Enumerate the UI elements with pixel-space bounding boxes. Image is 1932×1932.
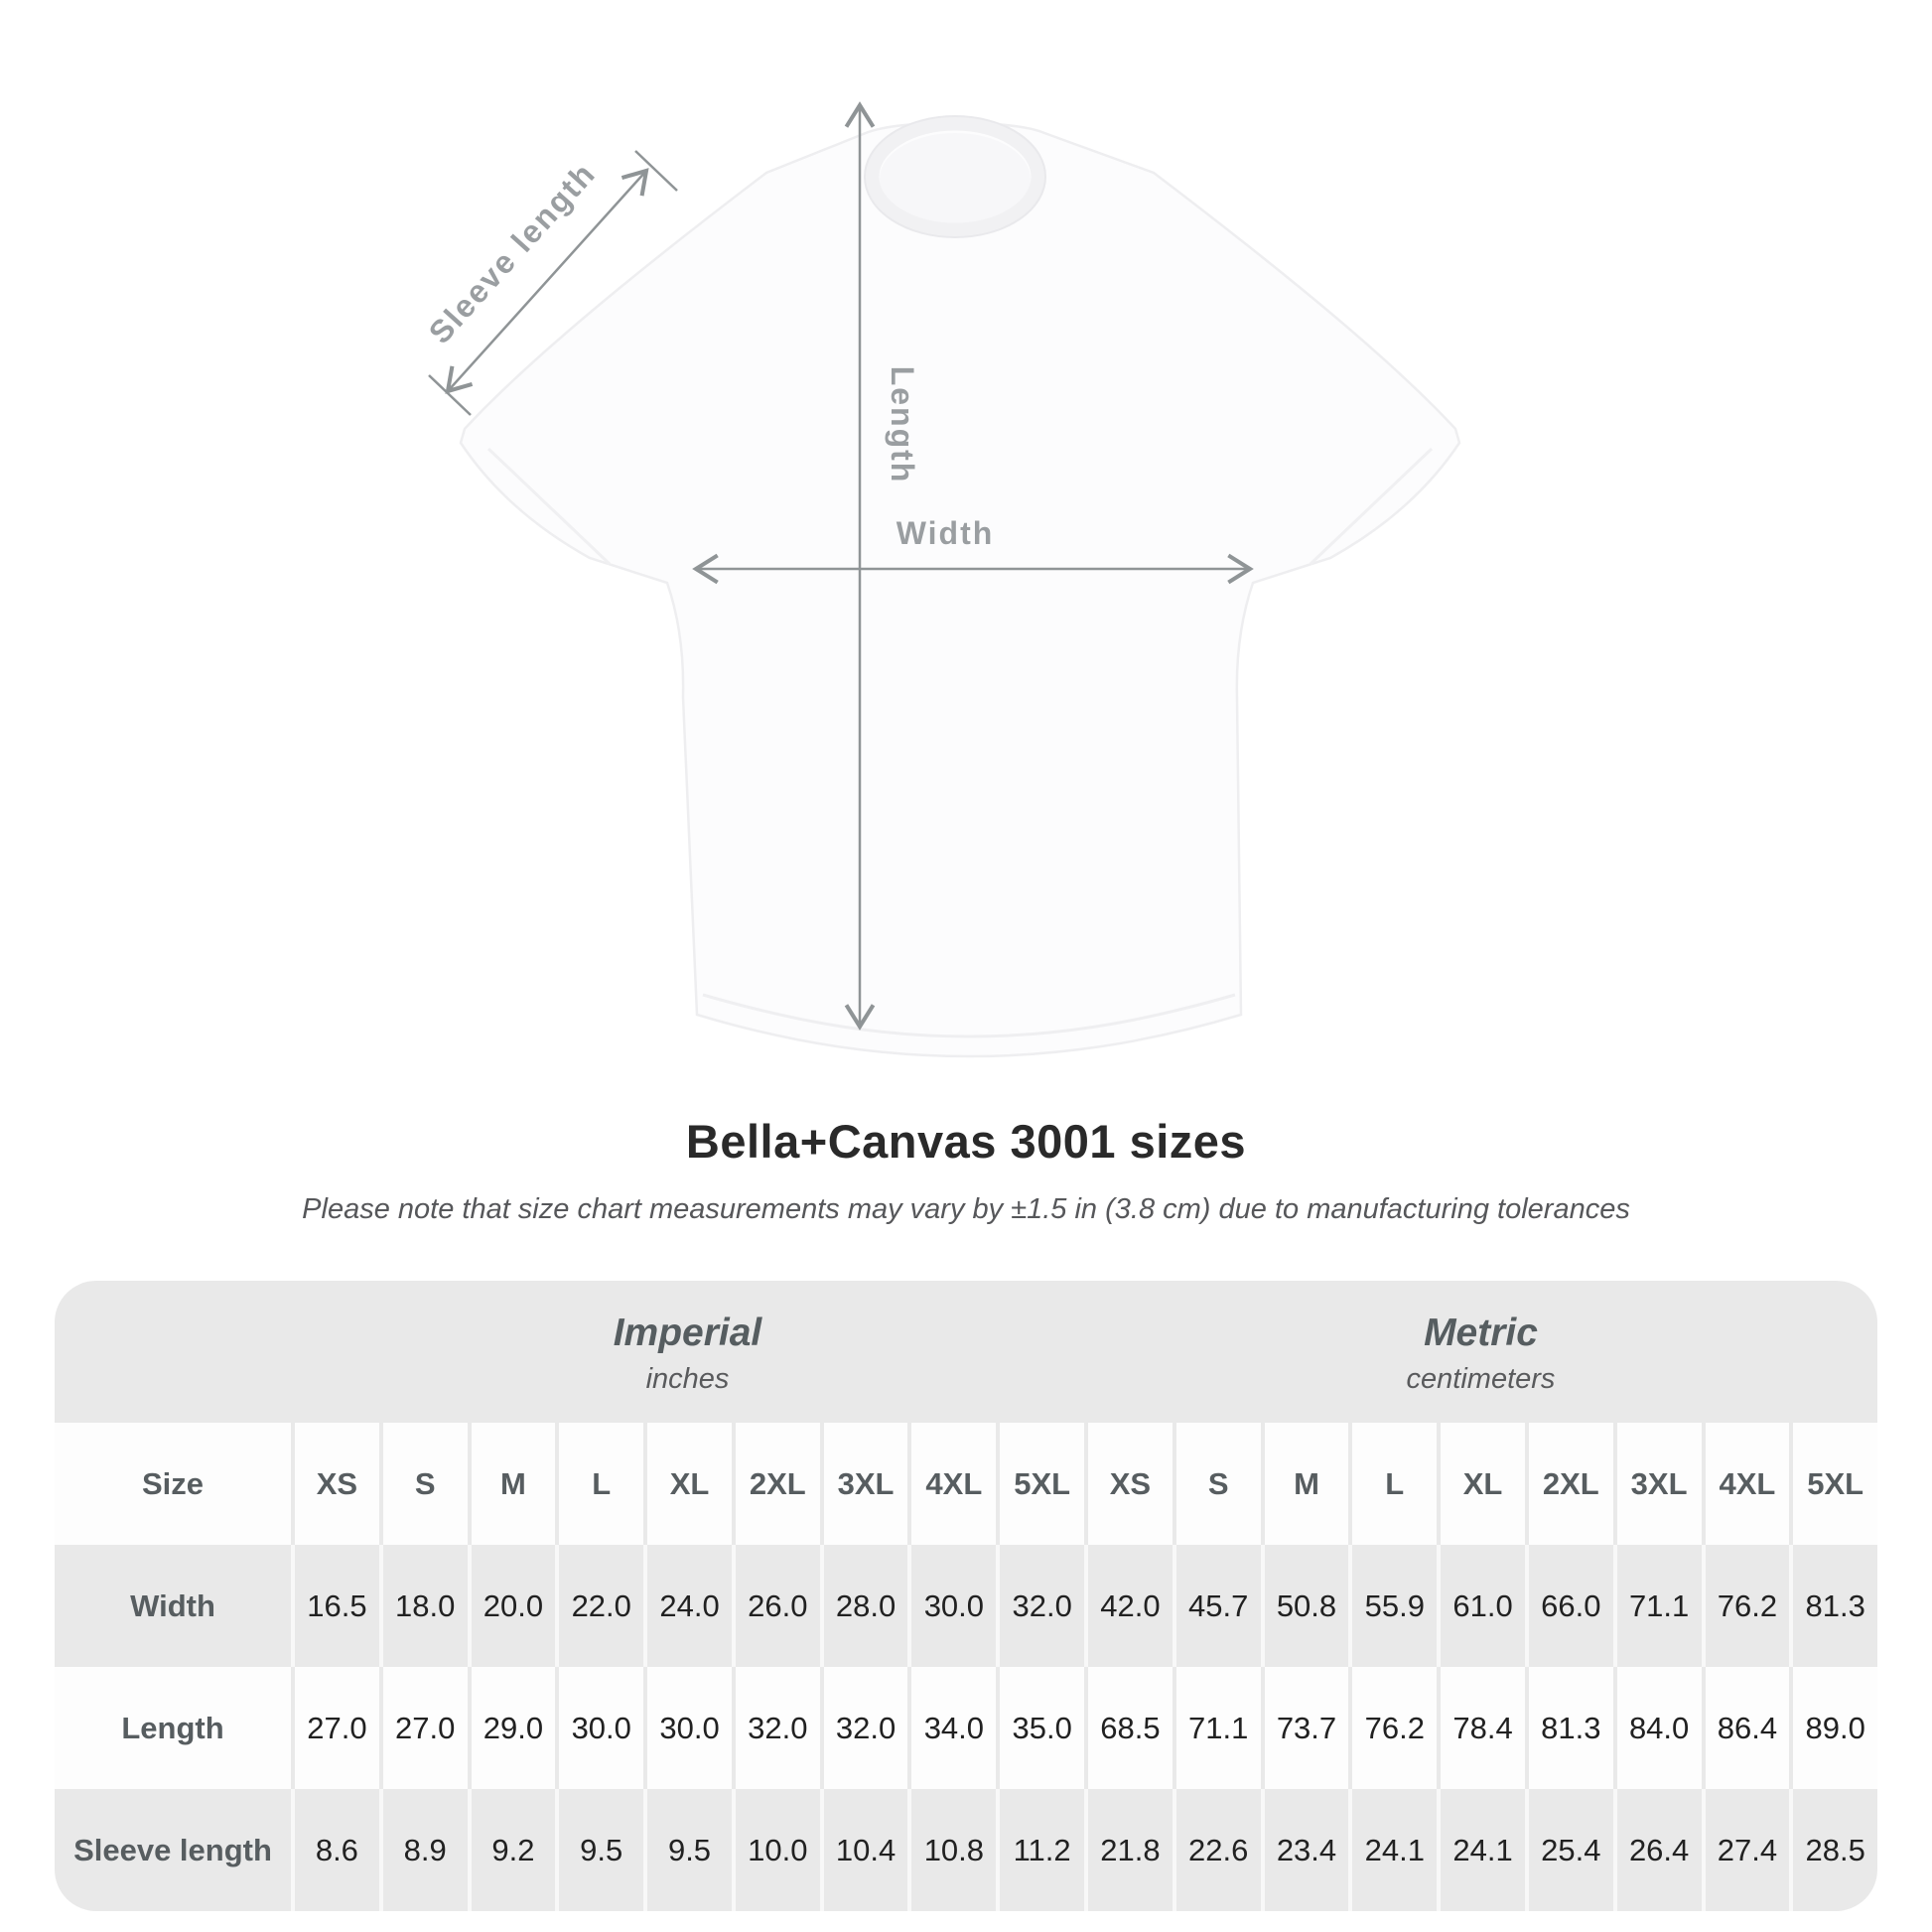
value-cell: 30.0 (643, 1667, 732, 1789)
value-cell: 22.0 (555, 1545, 643, 1667)
value-cell: 30.0 (555, 1667, 643, 1789)
value-cell: 9.5 (555, 1789, 643, 1911)
value-cell: 73.7 (1261, 1667, 1349, 1789)
value-cell: 20.0 (468, 1545, 556, 1667)
value-cell: 32.0 (996, 1545, 1084, 1667)
measurement-row (55, 1667, 1877, 1789)
tshirt-body (461, 123, 1459, 1057)
size-header-cell: M (468, 1423, 556, 1545)
tolerance-note: Please note that size chart measurements may vary by ±1.5 in (3.8 cm) due to manufacturing tolerances (302, 1193, 1630, 1225)
size-chart-table (55, 1281, 1877, 1911)
value-cell: 10.4 (820, 1789, 908, 1911)
imperial-title: Imperial (613, 1311, 762, 1355)
value-cell: 21.8 (1084, 1789, 1173, 1911)
value-cell: 22.6 (1173, 1789, 1261, 1911)
size-header-cell: M (1261, 1423, 1349, 1545)
value-cell: 24.1 (1348, 1789, 1437, 1911)
value-cell: 27.4 (1702, 1789, 1790, 1911)
row-label: Width (130, 1587, 215, 1623)
value-cell: 66.0 (1525, 1545, 1613, 1667)
value-cell: 50.8 (1261, 1545, 1349, 1667)
metric-title: Metric (1424, 1311, 1538, 1355)
value-cell: 55.9 (1348, 1545, 1437, 1667)
size-header-cell: XL (1437, 1423, 1525, 1545)
size-header-cell: 2XL (1525, 1423, 1613, 1545)
measurement-row (55, 1545, 1877, 1667)
value-cell: 28.0 (820, 1545, 908, 1667)
value-cell: 24.0 (643, 1545, 732, 1667)
unit-row-spacer (55, 1281, 291, 1423)
value-cell: 34.0 (907, 1667, 996, 1789)
value-cell: 68.5 (1084, 1667, 1173, 1789)
metric-unit: centimeters (1406, 1362, 1556, 1395)
value-cell: 29.0 (468, 1667, 556, 1789)
value-cell: 9.5 (643, 1789, 732, 1911)
value-cell: 35.0 (996, 1667, 1084, 1789)
imperial-unit: inches (645, 1362, 730, 1395)
size-header-cell: 5XL (996, 1423, 1084, 1545)
value-cell: 24.1 (1437, 1789, 1525, 1911)
value-cell: 76.2 (1348, 1667, 1437, 1789)
imperial-group-header (291, 1281, 1084, 1423)
row-label: Length (121, 1710, 224, 1745)
value-cell: 8.6 (291, 1789, 379, 1911)
width-label: Width (896, 515, 995, 551)
size-header-cell: XS (1084, 1423, 1173, 1545)
value-cell: 27.0 (379, 1667, 468, 1789)
tshirt-illustration (461, 116, 1459, 1056)
value-cell: 32.0 (732, 1667, 820, 1789)
row-label: Sleeve length (73, 1832, 272, 1867)
value-cell: 89.0 (1789, 1667, 1877, 1789)
value-cell: 9.2 (468, 1789, 556, 1911)
measurement-row (55, 1789, 1877, 1911)
value-cell: 71.1 (1173, 1667, 1261, 1789)
length-label: Length (885, 365, 920, 484)
value-cell: 23.4 (1261, 1789, 1349, 1911)
value-cell: 86.4 (1702, 1667, 1790, 1789)
size-header-cell: XL (643, 1423, 732, 1545)
value-cell: 61.0 (1437, 1545, 1525, 1667)
value-cell: 84.0 (1613, 1667, 1702, 1789)
size-header-row (55, 1423, 1877, 1545)
value-cell: 10.0 (732, 1789, 820, 1911)
value-cell: 42.0 (1084, 1545, 1173, 1667)
size-corner-label: Size (141, 1465, 205, 1501)
value-cell: 26.4 (1613, 1789, 1702, 1911)
value-cell: 45.7 (1173, 1545, 1261, 1667)
size-header-cell: 3XL (820, 1423, 908, 1545)
value-cell: 27.0 (291, 1667, 379, 1789)
size-header-cell: L (555, 1423, 643, 1545)
value-cell: 71.1 (1613, 1545, 1702, 1667)
unit-groups-row (55, 1281, 1877, 1423)
size-header-cell: S (379, 1423, 468, 1545)
size-header-cell: 2XL (732, 1423, 820, 1545)
size-header-cell: 5XL (1789, 1423, 1877, 1545)
value-cell: 81.3 (1789, 1545, 1877, 1667)
size-header-cell: 3XL (1613, 1423, 1702, 1545)
value-cell: 16.5 (291, 1545, 379, 1667)
metric-group-header (1084, 1281, 1877, 1423)
value-cell: 26.0 (732, 1545, 820, 1667)
value-cell: 8.9 (379, 1789, 468, 1911)
size-header-cell: 4XL (907, 1423, 996, 1545)
value-cell: 81.3 (1525, 1667, 1613, 1789)
value-cell: 25.4 (1525, 1789, 1613, 1911)
value-cell: 76.2 (1702, 1545, 1790, 1667)
sleeve-length-label: Sleeve length (421, 155, 603, 350)
size-header-cell: L (1348, 1423, 1437, 1545)
page-title: Bella+Canvas 3001 sizes (685, 1115, 1247, 1168)
value-cell: 32.0 (820, 1667, 908, 1789)
value-cell: 30.0 (907, 1545, 996, 1667)
value-cell: 78.4 (1437, 1667, 1525, 1789)
size-header-cell: S (1173, 1423, 1261, 1545)
value-cell: 10.8 (907, 1789, 996, 1911)
value-cell: 18.0 (379, 1545, 468, 1667)
size-header-cell: 4XL (1702, 1423, 1790, 1545)
value-cell: 28.5 (1789, 1789, 1877, 1911)
table-rows (55, 1423, 1877, 1911)
value-cell: 11.2 (996, 1789, 1084, 1911)
size-header-cell: XS (291, 1423, 379, 1545)
